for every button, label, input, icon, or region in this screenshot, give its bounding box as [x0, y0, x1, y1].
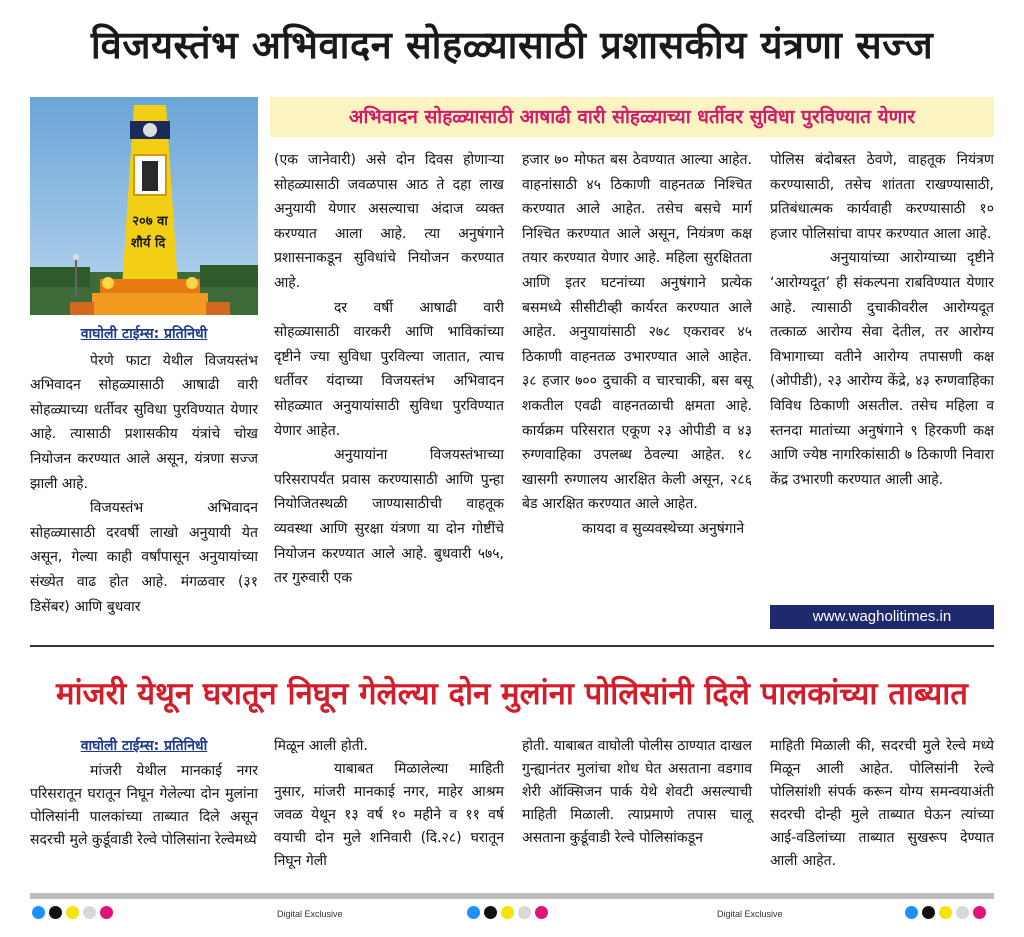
- story1-paragraph: पेरणे फाटा येथील विजयस्तंभ अभिवादन सोहळ्यासाठी आषाढी वारी सोहळ्याच्या धर्तीवर सुविधा पुरविण्यात येणार आहे. त्यासाठी प्रशासकीय यंत्रांचे चोख नियोजन करण्यात आले असून, यंत्रणा सज्ज झाली आहे.: [30, 352, 258, 492]
- story2-paragraph: माहिती मिळाली की, सदरची मुले रेल्वे मध्ये मिळून आली आहेत. पोलिसांनी रेल्वे पोलिसांशी संपर्क करून योग्य समन्वयाअंती सदरची दोन्ही मुले ताब्यात घेऊन त्यांच्या आई-वडिलांच्या ताब्यात सुखरूप देण्यात आली आहेत.: [770, 738, 994, 869]
- bottom-bar: [30, 893, 994, 899]
- registration-marks-right: [905, 906, 986, 919]
- story2-column-4: [770, 735, 994, 873]
- registration-dot: [956, 906, 969, 919]
- registration-marks-left: [32, 906, 113, 919]
- registration-dot: [501, 906, 514, 919]
- story1-column-4: [770, 148, 994, 492]
- registration-dot: [484, 906, 497, 919]
- story1-paragraph: पोलिस बंदोबस्त ठेवणे, वाहतूक नियंत्रण करण्यासाठी, तसेच शांतता राखण्यासाठी, प्रतिबंधात्मक कार्यवाही करण्यासाठी १० हजार पोलिसांचा वापर करण्यात आला आहे.: [770, 152, 994, 242]
- registration-dot: [939, 906, 952, 919]
- registration-marks-center: [467, 906, 548, 919]
- story2-paragraph: होती. याबाबत वाघोली पोलीस ठाण्यात दाखल गुन्ह्यानंतर मुलांचा शोध घेत असताना वडगाव शेरी ऑक्सिजन पार्क येथे शेवटी असल्याची माहिती मिळाली. त्याप्रमाणे तपास चालू असताना कुर्डूवाडी रेल्वे पोलिसांकडून: [522, 738, 752, 846]
- registration-dot: [973, 906, 986, 919]
- story1-paragraph: अनुयायांना विजयस्तंभाच्या परिसरापर्यंत प्रवास करण्यासाठी आणि पुन्हा नियोजितस्थळी जाण्यासाठीची वाहतूक व्यवस्था आणि सुरक्षा यंत्रणा या दोन गोष्टींचे नियोजन करण्यात आले आहे. बुधवारी ५७५, तर गुरुवारी एक: [274, 447, 504, 587]
- registration-dot: [467, 906, 480, 919]
- registration-dot: [518, 906, 531, 919]
- registration-dot: [66, 906, 79, 919]
- story1-paragraph: (एक जानेवारी) असे दोन दिवस होणाऱ्या सोहळ्यासाठी जवळपास आठ ते दहा लाख अनुयायी येणार असल्याचा अंदाज व्यक्त करण्यात आला आहे. त्या अनुषंगाने प्रशासनाकडून सुविधांचे नियोजन करण्यात आहे.: [274, 152, 504, 291]
- story2-column-2: [274, 735, 504, 873]
- story1-paragraph: हजार ७० मोफत बस ठेवण्यात आल्या आहेत. वाहनांसाठी ४५ ठिकाणी वाहनतळ निश्चित करण्यात आले आहेत. तसेच बसचे मार्ग निश्चित करण्यात आले असून, नियंत्रण कक्ष तयार करण्यात येणार आहे. महिला सुरक्षितता आणि इतर घटनांच्या अनुषंगाने प्रत्येक बसमध्ये सीसीटीव्ही कार्यरत करण्यात आले आहेत. अनुयायांसाठी २७८ एकरावर ४५ ठिकाणी वाहनतळ उभारण्यात आले आहेत. ३८ हजार ७०० दुचाकी व चारचाकी, बस बसू शकतील एवढी वाहनतळाची क्षमता आहे. कार्यक्रम परिसरात एकूण २३ ओपीडी व ४३ रुग्णवाहिका उपलब्ध ठेवल्या आहेत. १८ खासगी रुग्णालय आरक्षित केली असून, २८६ बेड आरक्षित करण्यात आले आहेत.: [522, 152, 752, 513]
- story1-paragraph: अनुयायांच्या आरोग्याच्या दृष्टीने ‘आरोग्यदूत’ ही संकल्पना राबविण्यात येणार आहे. त्यासाठी दुचाकीवरील आरोग्यदूत तत्काळ आरोग्य सेवा देतील, तर आरोग्य विभागाच्या वतीने आरोग्य तपासणी कक्ष (ओपीडी), २३ आरोग्य केंद्रे, ४३ रुग्णवाहिका विविध ठिकाणी असतील. तसेच महिला व स्तनदा मातांच्या अनुषंगाने ९ हिरकणी कक्ष आणि ज्येष्ठ नागरिकांसाठी ७ ठिकाणी निवारा केंद्र उभारणी करण्यात आली आहे.: [770, 250, 994, 488]
- story2-paragraph: याबाबत मिळालेल्या माहिती नुसार, मांजरी मानकाई नगर, माहेर आश्रम जवळ येथून १३ वर्ष १० महीने व ११ वर्ष वयाची दोन मुले शनिवारी (दि.२८) घरातून निघून गेली: [274, 761, 504, 869]
- subheadline: अभिवादन सोहळ्यासाठी आषाढी वारी सोहळ्याच्या धर्तीवर सुविधा पुरविण्यात येणार: [270, 97, 994, 137]
- story2-byline: वाघोली टाईम्स: प्रतिनिधी: [80, 738, 208, 754]
- victory-pillar-image: [30, 97, 258, 315]
- footer-label-right: Digital Exclusive: [717, 909, 783, 919]
- story1-paragraph: कायदा व सुव्यवस्थेच्या अनुषंगाने: [582, 520, 745, 537]
- registration-dot: [49, 906, 62, 919]
- story1-column-1: [30, 322, 258, 619]
- story2-paragraph: मांजरी येथील मानकाई नगर परिसरातून घरातून निघून गेलेल्या दोन मुलांना पोलिसांनी पालकांच्या ताब्यात दिले असून सदरची मुले कुर्डूवाडी रेल्वे पोलिसांना रेल्वेमध्ये: [30, 763, 258, 848]
- story2-column-3: [522, 735, 752, 850]
- registration-dot: [83, 906, 96, 919]
- registration-dot: [32, 906, 45, 919]
- story1-column-2: [274, 148, 504, 591]
- story1-byline: वाघोली टाईम्स: प्रतिनिधी: [80, 326, 208, 342]
- story1-paragraph: दर वर्षी आषाढी वारी सोहळ्यासाठी वारकरी आणि भाविकांच्या दृष्टीने ज्या सुविधा पुरविल्या जातात, त्याच धर्तीवर यंदाच्या विजयस्तंभ अभिवादन सोहळ्यात अनुयायांसाठी सुविधा पुरविण्यात येणार आहेत.: [274, 299, 504, 439]
- registration-dot: [905, 906, 918, 919]
- story2-column-1: [30, 735, 258, 852]
- registration-dot: [922, 906, 935, 919]
- headline-main: विजयस्तंभ अभिवादन सोहळ्यासाठी प्रशासकीय यंत्रणा सज्ज: [90, 23, 934, 67]
- website-banner: www.wagholitimes.in: [770, 605, 994, 629]
- story1-paragraph: विजयस्तंभ अभिवादन सोहळ्यासाठी दरवर्षी लाखो अनुयायी येत असून, गेल्या काही वर्षांपासून अनुयायांच्या संख्येत वाढ होत आहे. मंगळवार (३१ डिसेंबर) आणि बुधवार: [30, 500, 258, 615]
- headline-second: मांजरी येथून घरातून निघून गेलेल्या दोन मुलांना पोलिसांनी दिले पालकांच्या ताब्यात: [56, 676, 968, 712]
- registration-dot: [535, 906, 548, 919]
- pillar-label-line1: २०७ वा: [132, 214, 168, 229]
- story2-paragraph: मिळून आली होती.: [274, 738, 368, 754]
- pillar-label-line2: शौर्य दि: [130, 236, 166, 251]
- footer-label-left: Digital Exclusive: [277, 909, 343, 919]
- registration-dot: [100, 906, 113, 919]
- victory-pillar-photo: [30, 97, 258, 315]
- story1-column-3: [522, 148, 752, 542]
- section-divider: [30, 645, 994, 647]
